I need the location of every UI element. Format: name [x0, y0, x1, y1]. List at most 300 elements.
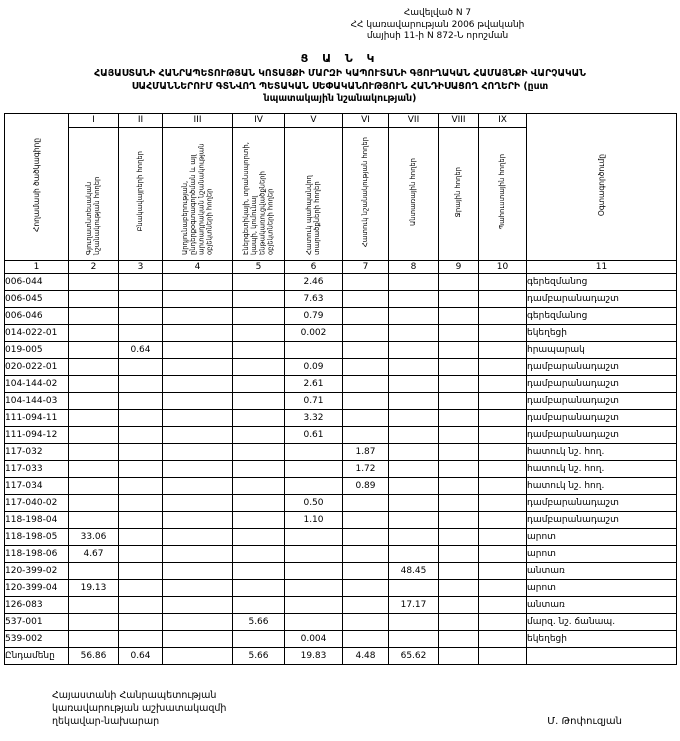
plot-code: 126-083 — [5, 596, 69, 613]
roman-numeral: I — [69, 113, 119, 127]
area-value — [389, 324, 439, 341]
category-header — [439, 127, 479, 260]
area-value — [69, 630, 119, 647]
category-header-label: Բնակավայրերի հողեր — [136, 151, 145, 232]
category-header-label: Արդյունաբերության, ընդերքօգտագործման և այլ արտադրական նշանակության օբյեկտների հողեր — [181, 143, 214, 255]
category-header-label: Գյուղատնտեսական նշանակության հողեր — [85, 176, 102, 255]
area-value — [389, 545, 439, 562]
area-value — [389, 630, 439, 647]
area-value — [439, 613, 479, 630]
total-label: Ընդամենը — [5, 647, 69, 664]
table-row — [5, 511, 677, 528]
area-value: 1.72 — [343, 460, 389, 477]
area-value — [119, 443, 163, 460]
area-value — [389, 477, 439, 494]
table-row — [5, 290, 677, 307]
area-value — [233, 307, 285, 324]
area-value — [163, 341, 233, 358]
table-row — [5, 613, 677, 630]
plot-code: 117-032 — [5, 443, 69, 460]
category-header-label: Հատուկ նշանակության հողեր — [361, 136, 370, 247]
area-value — [119, 392, 163, 409]
area-value — [233, 409, 285, 426]
area-value — [69, 273, 119, 290]
area-value: 7.63 — [285, 290, 343, 307]
area-value — [343, 426, 389, 443]
table-head — [5, 113, 677, 273]
total-value — [439, 647, 479, 664]
area-value — [119, 307, 163, 324]
plot-code: 118-198-06 — [5, 545, 69, 562]
area-value — [343, 545, 389, 562]
area-value: 1.10 — [285, 511, 343, 528]
area-value — [343, 375, 389, 392]
area-value — [119, 375, 163, 392]
area-value — [389, 511, 439, 528]
area-value — [285, 341, 343, 358]
area-value — [119, 290, 163, 307]
area-value — [163, 545, 233, 562]
annex-line-2: ՀՀ կառավարության 2006 թվականի — [350, 19, 525, 30]
area-value — [69, 494, 119, 511]
category-header — [233, 127, 285, 260]
area-value — [479, 613, 527, 630]
area-value — [343, 613, 389, 630]
roman-numeral: III — [163, 113, 233, 127]
area-value: 2.46 — [285, 273, 343, 290]
area-value — [285, 579, 343, 596]
area-value — [163, 426, 233, 443]
area-value — [389, 290, 439, 307]
land-use: դամբարանադաշտ — [527, 392, 677, 409]
title-line-1: ՀԱՅԱՍՏԱՆԻ ՀԱՆՐԱՊԵՏՈՒԹՅԱՆ ԿՈՏԱՅՔԻ ՄԱՐԶԻ ԿԱՊՈՒՏԱՆԻ ԳՅՈՒՂԱԿԱՆ ՀԱՄԱՅՆՔԻ ՎԱՐՉԱԿԱՆ — [94, 68, 586, 80]
area-value — [119, 477, 163, 494]
column-number: 10 — [479, 260, 527, 273]
annex-line-3: մայիսի 11-ի N 872-Ն որոշման — [366, 31, 509, 42]
area-value — [343, 307, 389, 324]
area-value — [439, 290, 479, 307]
area-value — [389, 443, 439, 460]
category-header — [479, 127, 527, 260]
area-value — [233, 358, 285, 375]
area-value — [343, 579, 389, 596]
area-value — [119, 494, 163, 511]
area-value: 1.87 — [343, 443, 389, 460]
area-value — [69, 562, 119, 579]
area-value — [439, 358, 479, 375]
area-value — [479, 324, 527, 341]
area-value: 0.79 — [285, 307, 343, 324]
area-value — [479, 273, 527, 290]
area-value — [479, 528, 527, 545]
land-use: արոտ — [527, 545, 677, 562]
area-value — [439, 443, 479, 460]
area-value — [163, 273, 233, 290]
plot-code: 111-094-12 — [5, 426, 69, 443]
area-value — [119, 409, 163, 426]
area-value — [343, 511, 389, 528]
area-value — [389, 409, 439, 426]
area-value — [163, 630, 233, 647]
area-value — [439, 460, 479, 477]
area-value — [233, 460, 285, 477]
table-row — [5, 545, 677, 562]
roman-numeral: II — [119, 113, 163, 127]
column-number: 6 — [285, 260, 343, 273]
area-value — [343, 324, 389, 341]
area-value: 5.66 — [233, 613, 285, 630]
area-value — [163, 290, 233, 307]
table-row — [5, 460, 677, 477]
area-value — [163, 596, 233, 613]
column-number-row — [5, 260, 677, 273]
category-header — [343, 127, 389, 260]
area-value — [479, 579, 527, 596]
area-value — [163, 460, 233, 477]
area-value — [439, 494, 479, 511]
area-value: 17.17 — [389, 596, 439, 613]
area-value — [233, 630, 285, 647]
area-value — [119, 460, 163, 477]
area-value — [479, 545, 527, 562]
area-value — [439, 392, 479, 409]
area-value — [439, 511, 479, 528]
usage-column-header-label: Օգտագործումը — [597, 153, 606, 216]
land-use: դամբարանադաշտ — [527, 409, 677, 426]
category-header-label: Հատուկ պահպանվող տարածքների հողեր — [305, 174, 322, 255]
plot-code: 006-044 — [5, 273, 69, 290]
plot-code: 019-005 — [5, 341, 69, 358]
land-use: հատուկ նշ. հող. — [527, 443, 677, 460]
plot-code: 120-399-04 — [5, 579, 69, 596]
area-value — [479, 443, 527, 460]
column-number: 8 — [389, 260, 439, 273]
area-value — [163, 511, 233, 528]
area-value — [69, 477, 119, 494]
area-value — [439, 562, 479, 579]
area-value — [69, 358, 119, 375]
plot-code: 117-033 — [5, 460, 69, 477]
area-value — [439, 409, 479, 426]
land-use: մարզ. նշ. ճանապ. — [527, 613, 677, 630]
table-row — [5, 596, 677, 613]
area-value: 33.06 — [69, 528, 119, 545]
area-value: 4.67 — [69, 545, 119, 562]
area-value — [163, 494, 233, 511]
land-use: հրապարակ — [527, 341, 677, 358]
area-value — [479, 630, 527, 647]
table-row — [5, 409, 677, 426]
area-value — [69, 290, 119, 307]
total-value: 0.64 — [119, 647, 163, 664]
table-body — [5, 273, 677, 664]
category-header — [119, 127, 163, 260]
area-value: 0.61 — [285, 426, 343, 443]
area-value — [439, 426, 479, 443]
total-row — [5, 647, 677, 664]
area-value — [119, 579, 163, 596]
area-value — [119, 596, 163, 613]
area-value — [439, 528, 479, 545]
land-use: դամբարանադաշտ — [527, 494, 677, 511]
total-value — [479, 647, 527, 664]
footer-line-3: ղեկավար-նախարար — [52, 716, 160, 728]
column-number: 3 — [119, 260, 163, 273]
area-value — [343, 562, 389, 579]
area-value — [285, 443, 343, 460]
total-value: 4.48 — [343, 647, 389, 664]
area-value — [389, 528, 439, 545]
area-value — [69, 511, 119, 528]
area-value — [285, 545, 343, 562]
area-value — [389, 273, 439, 290]
area-value: 0.64 — [119, 341, 163, 358]
area-value — [343, 273, 389, 290]
area-value: 0.89 — [343, 477, 389, 494]
area-value — [389, 307, 439, 324]
area-value — [285, 562, 343, 579]
area-value — [343, 341, 389, 358]
area-value: 2.61 — [285, 375, 343, 392]
area-value — [479, 409, 527, 426]
area-value — [163, 409, 233, 426]
area-value — [479, 477, 527, 494]
area-value — [285, 477, 343, 494]
area-value — [439, 341, 479, 358]
area-value — [233, 477, 285, 494]
area-value — [439, 273, 479, 290]
area-value — [233, 341, 285, 358]
roman-numeral-row — [5, 113, 677, 127]
area-value — [479, 307, 527, 324]
area-value — [233, 494, 285, 511]
roman-numeral: IV — [233, 113, 285, 127]
area-value — [69, 613, 119, 630]
area-value — [119, 562, 163, 579]
column-number: 2 — [69, 260, 119, 273]
roman-numeral: IX — [479, 113, 527, 127]
table-row — [5, 273, 677, 290]
usage-column-header — [527, 113, 677, 260]
land-use: դամբարանադաշտ — [527, 290, 677, 307]
area-value — [163, 358, 233, 375]
land-use: անտառ — [527, 562, 677, 579]
area-value — [389, 375, 439, 392]
table-row — [5, 579, 677, 596]
area-value — [389, 494, 439, 511]
area-value — [163, 477, 233, 494]
area-value — [389, 613, 439, 630]
land-use: դամբարանադաշտ — [527, 511, 677, 528]
category-header-label: Ջրային հողեր — [454, 166, 463, 217]
plot-code: 118-198-04 — [5, 511, 69, 528]
category-header-label: Պահուստային հողեր — [498, 154, 507, 230]
land-use: եկեղեցի — [527, 324, 677, 341]
roman-numeral: VII — [389, 113, 439, 127]
total-usage — [527, 647, 677, 664]
table-row — [5, 375, 677, 392]
land-use: գերեզմանոց — [527, 273, 677, 290]
area-value — [233, 511, 285, 528]
signature-name: Մ. Թոփուզյան — [547, 715, 622, 727]
area-value — [439, 375, 479, 392]
area-value — [479, 290, 527, 307]
table-row — [5, 443, 677, 460]
table-row — [5, 562, 677, 579]
table-row — [5, 477, 677, 494]
area-value — [69, 409, 119, 426]
roman-numeral: V — [285, 113, 343, 127]
area-value — [479, 596, 527, 613]
document-footer — [52, 689, 622, 729]
area-value — [343, 290, 389, 307]
plot-code: 117-040-02 — [5, 494, 69, 511]
area-value — [389, 579, 439, 596]
land-table — [4, 113, 677, 665]
table-row — [5, 528, 677, 545]
table-row — [5, 324, 677, 341]
area-value — [479, 494, 527, 511]
area-value — [163, 528, 233, 545]
footer-line-1: Հայաստանի Հանրապետության — [52, 689, 217, 701]
area-value — [163, 324, 233, 341]
area-value — [233, 528, 285, 545]
signatory-title-block — [52, 689, 226, 729]
area-value — [69, 460, 119, 477]
area-value — [389, 460, 439, 477]
area-value — [163, 562, 233, 579]
area-value — [479, 460, 527, 477]
land-use: արոտ — [527, 579, 677, 596]
area-value — [119, 358, 163, 375]
area-value — [343, 596, 389, 613]
area-value — [479, 426, 527, 443]
land-use: անտառ — [527, 596, 677, 613]
area-value — [439, 630, 479, 647]
area-value — [439, 579, 479, 596]
area-value — [439, 477, 479, 494]
column-number: 1 — [5, 260, 69, 273]
table-row — [5, 494, 677, 511]
total-value: 56.86 — [69, 647, 119, 664]
roman-numeral: VIII — [439, 113, 479, 127]
table-row — [5, 307, 677, 324]
area-value — [233, 596, 285, 613]
area-value — [479, 511, 527, 528]
area-value — [389, 392, 439, 409]
area-value — [343, 409, 389, 426]
area-value — [285, 460, 343, 477]
area-value — [69, 341, 119, 358]
area-value — [69, 375, 119, 392]
area-value — [285, 528, 343, 545]
title-line-2: ՍԱՀՄԱՆՆԵՐՈՒՄ ԳՏՆՎՈՂ ՊԵՏԱԿԱՆ ՍԵՓԱԿԱՆՈՒԹՅՈՒՆ ՀԱՆԴԻՍԱՑՈՂ ՀՈՂԵՐԻ (ըստ — [131, 80, 549, 92]
area-value — [163, 307, 233, 324]
code-column-header — [5, 113, 69, 260]
area-value: 0.004 — [285, 630, 343, 647]
plot-code: 111-094-11 — [5, 409, 69, 426]
total-value — [163, 647, 233, 664]
annex-line-1: Հավելված N 7 — [403, 8, 472, 18]
land-use: հատուկ նշ. հող. — [527, 460, 677, 477]
category-header-label: Անտառային հողեր — [409, 157, 418, 226]
area-value: 19.13 — [69, 579, 119, 596]
category-header-label: Էներգետիկայի, տրանսպորտի, կապի, կոմունալ ենթակառուցվածքների օբյեկտների հողեր — [242, 141, 275, 255]
footer-line-2: կառավարության աշխատակազմի — [52, 703, 227, 714]
area-value — [285, 613, 343, 630]
plot-code: 104-144-03 — [5, 392, 69, 409]
area-value — [233, 562, 285, 579]
plot-code: 020-022-01 — [5, 358, 69, 375]
total-value: 5.66 — [233, 647, 285, 664]
plot-code: 537-001 — [5, 613, 69, 630]
land-use: գերեզմանոց — [527, 307, 677, 324]
area-value — [233, 545, 285, 562]
area-value — [389, 341, 439, 358]
area-value — [69, 324, 119, 341]
area-value — [233, 443, 285, 460]
column-number: 5 — [233, 260, 285, 273]
plot-code: 120-399-02 — [5, 562, 69, 579]
area-value — [69, 307, 119, 324]
area-value: 0.09 — [285, 358, 343, 375]
area-value — [163, 443, 233, 460]
column-number: 9 — [439, 260, 479, 273]
category-header — [389, 127, 439, 260]
area-value — [233, 290, 285, 307]
land-use: դամբարանադաշտ — [527, 426, 677, 443]
area-value — [479, 392, 527, 409]
document-title — [0, 52, 680, 106]
plot-code: 118-198-05 — [5, 528, 69, 545]
area-value — [343, 358, 389, 375]
land-use: արոտ — [527, 528, 677, 545]
area-value — [439, 545, 479, 562]
title-line-3: նպատակային նշանակության) — [263, 93, 417, 105]
total-value: 65.62 — [389, 647, 439, 664]
category-header — [163, 127, 233, 260]
table-row — [5, 630, 677, 647]
annex-header — [345, 8, 530, 43]
area-value — [233, 375, 285, 392]
area-value — [69, 596, 119, 613]
roman-numeral: VI — [343, 113, 389, 127]
area-value: 0.50 — [285, 494, 343, 511]
land-use: դամբարանադաշտ — [527, 375, 677, 392]
area-value — [479, 358, 527, 375]
area-value — [479, 341, 527, 358]
area-value — [389, 426, 439, 443]
land-use: եկեղեցի — [527, 630, 677, 647]
area-value — [69, 426, 119, 443]
area-value — [343, 630, 389, 647]
column-number: 7 — [343, 260, 389, 273]
total-value: 19.83 — [285, 647, 343, 664]
table-row — [5, 341, 677, 358]
area-value — [119, 426, 163, 443]
area-value — [119, 324, 163, 341]
area-value — [343, 528, 389, 545]
area-value — [119, 511, 163, 528]
table-row — [5, 358, 677, 375]
area-value — [343, 494, 389, 511]
area-value — [233, 324, 285, 341]
area-value — [163, 579, 233, 596]
area-value — [439, 307, 479, 324]
area-value — [439, 596, 479, 613]
area-value — [69, 392, 119, 409]
area-value — [119, 273, 163, 290]
